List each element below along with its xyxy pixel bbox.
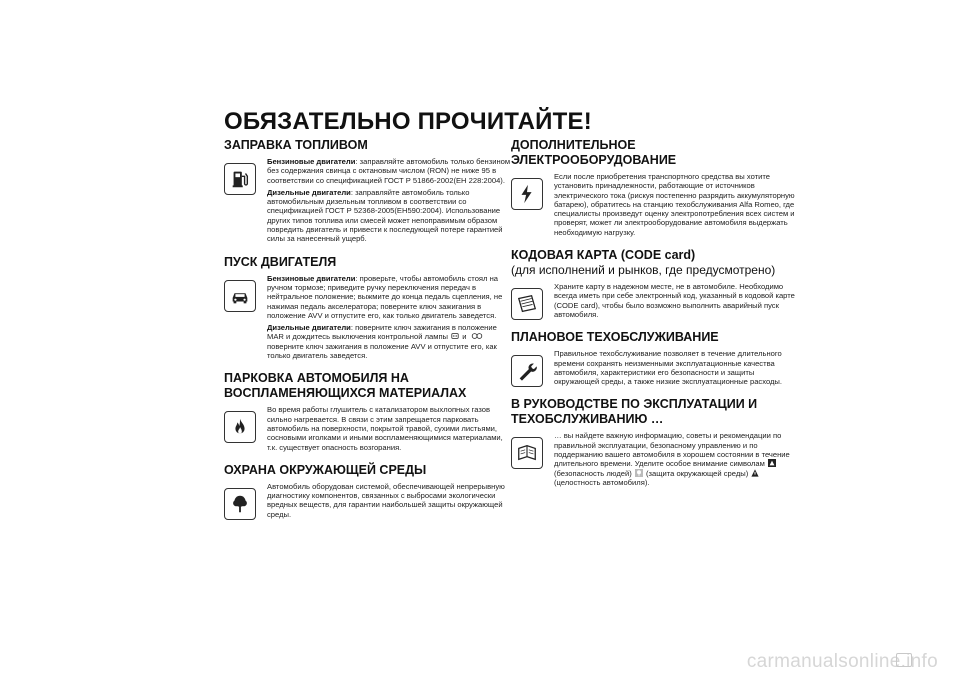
maintenance-text: Правильное техобслуживание позволяет в течение длительного времени сохранять неизменными эксплуатационные качества автомобиля, характеристики его безопасности и защиты окружающей среды, а также низкие эксплуатационные расходы. bbox=[554, 349, 782, 387]
engine-start-section bbox=[224, 255, 512, 364]
environment-symbol-icon bbox=[635, 469, 643, 477]
lightning-icon bbox=[511, 178, 543, 210]
fuel-heading: ЗАПРАВКА ТОПЛИВОМ bbox=[224, 138, 368, 152]
fire-icon bbox=[224, 411, 256, 443]
vehicle-integrity-symbol-icon bbox=[751, 469, 759, 477]
parking-heading: ПАРКОВКА АВТОМОБИЛЯ НА ВОСПЛАМЕНЯЮЩИХСЯ МАТЕРИАЛАХ bbox=[224, 371, 467, 401]
environment-section bbox=[224, 463, 512, 522]
wrench-icon bbox=[511, 355, 543, 387]
parking-text: Во время работы глушитель с катализатором выхлопных газов сильно нагревается. В связи с этим запрещается парковать автомобиль на поверхности, покрытой травой, сухими листьями, сосновыми иголками и иными воспламеняющимися материалами, т.к. существует опасность возгорания. bbox=[267, 405, 503, 452]
environment-heading: ОХРАНА ОКРУЖАЮЩЕЙ СРЕДЫ bbox=[224, 462, 427, 477]
electrical-section bbox=[511, 138, 801, 240]
engine-petrol-paragraph: Бензиновые двигатели: проверьте, чтобы автомобиль стоял на ручном тормозе; приведите ручку переключения передач в нейтральное положение; выжмите до конца педаль сцепления, не нажимая педаль акселератора; поверните ключ зажигания в положение AVV и отпустите его, как только двигатель заведется. bbox=[267, 273, 503, 320]
maintenance-heading: ПЛАНОВОЕ ТЕХОБСЛУЖИВАНИЕ bbox=[511, 330, 719, 345]
safety-symbol-icon bbox=[768, 459, 776, 467]
electrical-heading: ДОПОЛНИТЕЛЬНОЕ ЭЛЕКТРООБОРУДОВАНИЕ bbox=[511, 138, 677, 167]
code-card-heading: КОДОВАЯ КАРТА (CODE card) bbox=[511, 248, 696, 263]
maintenance-section bbox=[511, 330, 801, 389]
code-card-section bbox=[511, 248, 801, 322]
parking-section bbox=[224, 371, 512, 454]
engine-diesel-paragraph: Дизельные двигатели: поверните ключ зажигания в положение MAR и дождитесь выключения контрольной лампы и поверните ключ зажигания в положение AVV и отпустите его, как только двигатель заведется. bbox=[267, 323, 497, 361]
engine-start-heading: ПУСК ДВИГАТЕЛЯ bbox=[224, 254, 337, 269]
environment-text: Автомобиль оборудован системой, обеспечивающей непрерывную диагностику компонентов, связанных с выбросами экологически вредных веществ, для гарантии наибольшей защиты окружающей среды. bbox=[267, 481, 505, 519]
watermark: carmanualsonline.info bbox=[746, 651, 938, 672]
code-card-icon bbox=[511, 288, 543, 320]
corner-badge bbox=[896, 653, 912, 667]
book-icon bbox=[511, 437, 543, 469]
manual-text: … вы найдете важную информацию, советы и рекомендации по правильной эксплуатации, безопасному управлению и по поддержанию вашего автомобиля в хорошем состоянии в течение длительного времени. Уделите особое внимание символам (безопасность людей) (защита окружающей среды) (целостность автомобиля). bbox=[554, 431, 790, 487]
glow-plugs-icon bbox=[470, 332, 484, 340]
left-column bbox=[224, 138, 512, 530]
fuel-petrol-paragraph: Бензиновые двигатели: заправляйте автомобиль только бензином без содержания свинца с октановым числом (RON) не ниже 95 в соответствии со спецификацией ГОСТ Р 51866-2002(ЕН 228:2004). bbox=[267, 157, 511, 185]
manual-section bbox=[511, 397, 801, 490]
code-card-subheading: (для исполнений и рынков, где предусмотрено) bbox=[511, 263, 776, 278]
fuel-pump-icon bbox=[224, 163, 256, 195]
manual-heading: В РУКОВОДСТВЕ ПО ЭКСПЛУАТАЦИИ И ТЕХОБСЛУЖИВАНИЮ … bbox=[511, 397, 758, 427]
code-card-text: Храните карту в надежном месте, не в автомобиле. Необходимо всегда иметь при себе электронный код, указанный в кодовой карте (CODE card), чтобы было возможно выполнить аварийный пуск автомобиля. bbox=[554, 282, 795, 319]
fuel-section bbox=[224, 138, 512, 247]
right-column bbox=[511, 138, 801, 498]
car-icon bbox=[224, 280, 256, 312]
glow-plug-warning-icon bbox=[451, 332, 459, 340]
page-title: ОБЯЗАТЕЛЬНО ПРОЧИТАЙТЕ! bbox=[224, 108, 592, 135]
electrical-text: Если после приобретения транспортного средства вы хотите установить принадлежности, работающие от источников электрического тока (рискуя постепенно разрядить аккумуляторную батарею), обратитесь на станцию техобслуживания Alfa Romeo, где специалисты произведут оценку электропотребления всех систем и проверят, может ли электрооборудование автомобиля выдержать необходимую нагрузку. bbox=[554, 172, 795, 237]
tree-icon bbox=[224, 488, 256, 520]
fuel-diesel-paragraph: Дизельные двигатели: заправляйте автомобиль только автомобильным дизельным топливом в соответствии со спецификацией ГОСТ Р 52368-2005(EH590:2004). Использование других типов топлива или смесей может непоправимым образом повредить двигатель и привести к последующей потере гарантией силы за нанесенный ущерб. bbox=[267, 187, 503, 244]
